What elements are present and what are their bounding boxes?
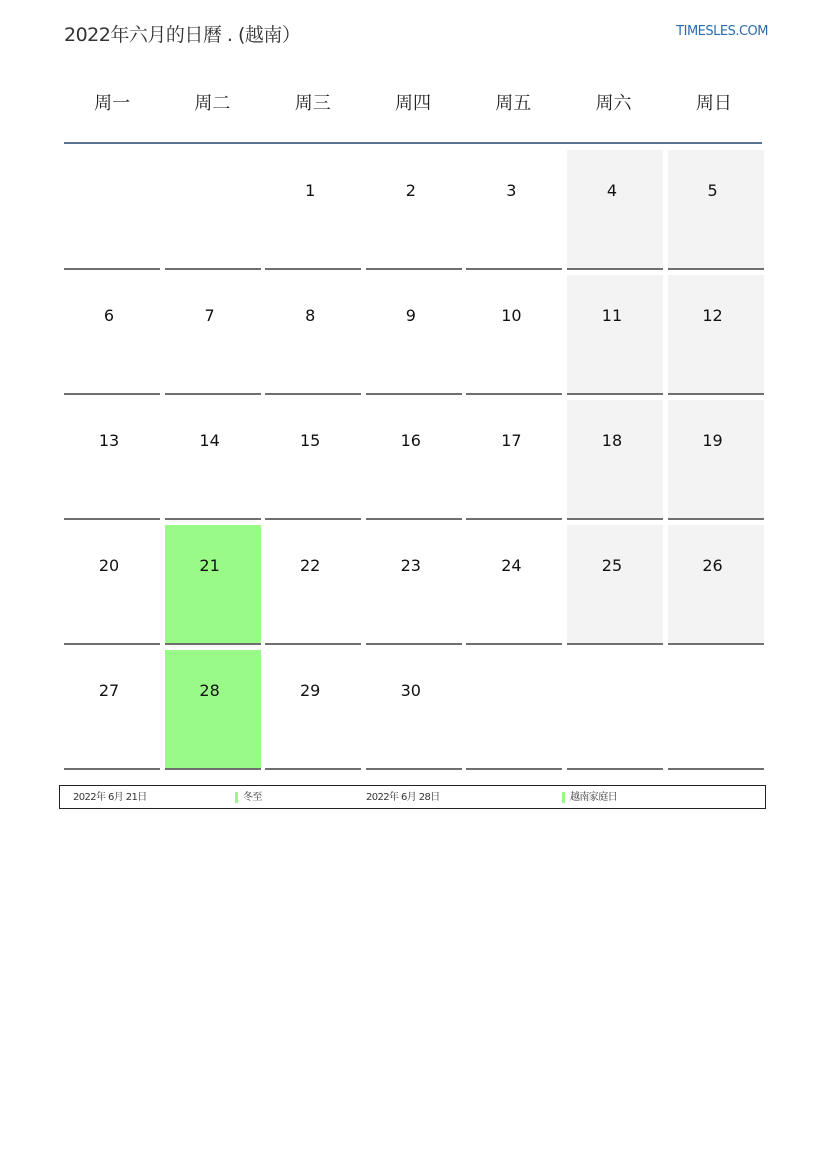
day-cell[interactable] [64, 650, 160, 770]
day-cell[interactable] [265, 650, 361, 770]
header-divider [64, 142, 762, 144]
legend-name-2: 越南家庭日 [570, 792, 617, 803]
weekday-wed: 周三 [294, 93, 331, 114]
weekday-tue: 周二 [194, 93, 231, 114]
day-cell[interactable] [165, 650, 261, 770]
day-number: 13 [98, 431, 120, 450]
day-number: 20 [98, 556, 120, 575]
day-cell[interactable] [366, 275, 462, 395]
holiday-legend [59, 785, 766, 809]
day-cell[interactable] [466, 275, 562, 395]
day-cell[interactable] [567, 150, 663, 270]
day-cell[interactable] [567, 400, 663, 520]
day-number: 22 [300, 556, 321, 575]
day-cell[interactable] [265, 150, 361, 270]
day-number: 14 [199, 431, 220, 450]
day-number: 2 [405, 181, 416, 200]
weekday-sat: 周六 [595, 93, 632, 114]
weekday-sun: 周日 [695, 93, 732, 114]
day-cell[interactable] [165, 525, 261, 645]
day-number: 16 [400, 431, 421, 450]
day-cell[interactable] [165, 275, 261, 395]
weekday-header-row [62, 78, 764, 130]
day-cell[interactable] [64, 275, 160, 395]
legend-swatch-2 [562, 792, 565, 803]
day-number: 10 [501, 306, 522, 325]
legend-date-2: 2022年 6月 28日 [366, 792, 440, 803]
day-cell[interactable] [64, 400, 160, 520]
day-cell[interactable] [567, 275, 663, 395]
day-number: 3 [506, 181, 517, 200]
day-cell[interactable] [466, 525, 562, 645]
empty-day-cell [567, 650, 663, 770]
empty-day-cell [165, 150, 261, 270]
day-number: 19 [702, 431, 723, 450]
day-number: 5 [707, 181, 718, 200]
day-number: 8 [305, 306, 316, 325]
day-cell[interactable] [668, 275, 764, 395]
day-cell[interactable] [366, 650, 462, 770]
weekday-fri: 周五 [495, 93, 532, 114]
legend-date-1: 2022年 6月 21日 [73, 792, 147, 803]
day-number: 6 [103, 306, 115, 325]
day-cell[interactable] [265, 400, 361, 520]
day-number: 1 [305, 181, 316, 200]
legend-name-1: 冬至 [243, 792, 262, 803]
day-cell[interactable] [668, 150, 764, 270]
weekday-thu: 周四 [394, 93, 431, 114]
empty-day-cell [668, 650, 764, 770]
day-number: 15 [300, 431, 321, 450]
day-cell[interactable] [466, 400, 562, 520]
day-number: 7 [204, 306, 215, 325]
day-number: 27 [98, 681, 120, 700]
day-number: 12 [702, 306, 723, 325]
legend-swatch-1 [235, 792, 238, 803]
site-link[interactable]: TIMESLES.COM [676, 24, 768, 39]
calendar-grid [64, 150, 764, 770]
day-cell[interactable] [165, 400, 261, 520]
day-number: 25 [601, 556, 623, 575]
day-number: 17 [501, 431, 522, 450]
day-cell[interactable] [366, 400, 462, 520]
day-number: 23 [400, 556, 421, 575]
day-cell[interactable] [466, 150, 562, 270]
day-number: 11 [601, 306, 623, 325]
day-cell[interactable] [366, 525, 462, 645]
day-number: 21 [199, 556, 220, 575]
day-cell[interactable] [567, 525, 663, 645]
day-number: 18 [601, 431, 623, 450]
day-number: 30 [400, 681, 421, 700]
empty-day-cell [64, 150, 160, 270]
page-title: 2022年六月的日曆 . (越南） [64, 24, 301, 46]
day-number: 24 [501, 556, 522, 575]
day-number: 9 [405, 306, 416, 325]
day-cell[interactable] [265, 275, 361, 395]
empty-day-cell [466, 650, 562, 770]
day-cell[interactable] [64, 525, 160, 645]
day-number: 4 [606, 181, 618, 200]
day-cell[interactable] [668, 400, 764, 520]
day-number: 26 [702, 556, 723, 575]
day-number: 29 [300, 681, 321, 700]
day-cell[interactable] [366, 150, 462, 270]
weekday-mon: 周一 [94, 93, 131, 114]
day-cell[interactable] [668, 525, 764, 645]
day-cell[interactable] [265, 525, 361, 645]
day-number: 28 [199, 681, 220, 700]
